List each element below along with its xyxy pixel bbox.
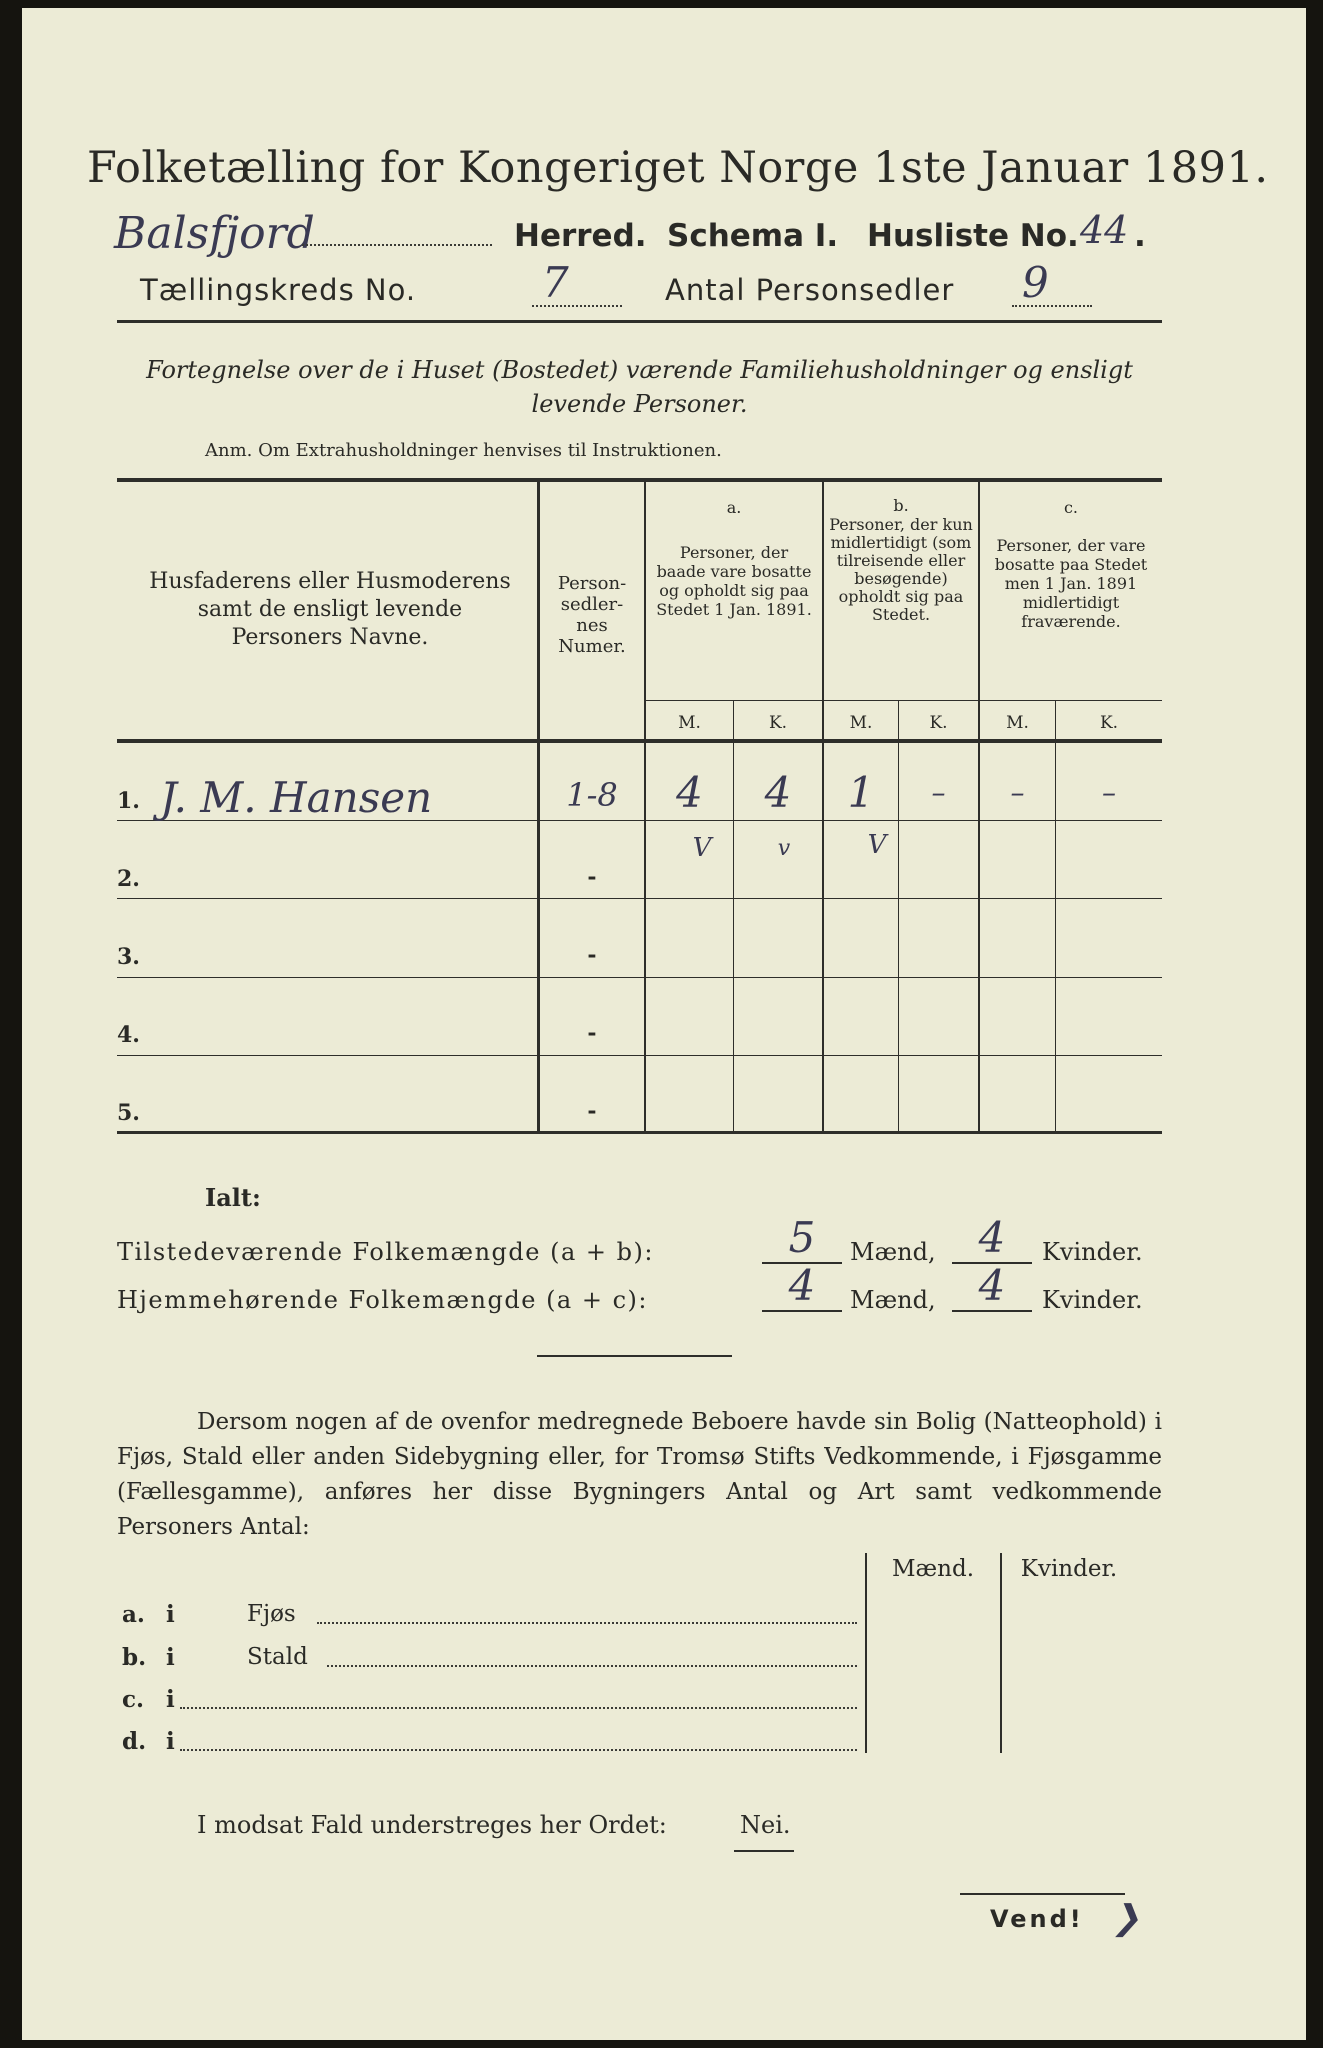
section-divider bbox=[537, 1355, 732, 1357]
vend-flourish: ❯ bbox=[1112, 1898, 1141, 1938]
header-c-m: M. bbox=[1006, 713, 1029, 733]
herred-value: Balsfjord bbox=[114, 208, 315, 259]
building-dots bbox=[180, 1707, 857, 1709]
form-title: Folketælling for Kongeriget Norge 1ste Januar 1891. bbox=[87, 143, 1269, 193]
row-number: 2. bbox=[117, 866, 140, 892]
row-num: - bbox=[587, 1098, 597, 1124]
building-dots bbox=[180, 1749, 857, 1751]
husliste-period: . bbox=[1134, 218, 1146, 254]
buildings-col-divider-1 bbox=[865, 1553, 867, 1753]
building-letter: a. bbox=[122, 1601, 145, 1628]
header-c: Personer, der vare bosatte paa Stedet men 1 Jan. 1891 midlertidigt fraværende. bbox=[994, 536, 1148, 631]
header-a-k: K. bbox=[768, 713, 788, 733]
nei-underline bbox=[734, 1850, 794, 1852]
row-num: - bbox=[587, 1020, 597, 1046]
husliste-label: Husliste No. bbox=[867, 218, 1079, 254]
tilstede-kvinder: 4 bbox=[978, 1213, 1006, 1262]
row-num: - bbox=[587, 942, 597, 968]
checkmark-a-m: V bbox=[692, 833, 712, 863]
header-rule bbox=[117, 320, 1162, 323]
row-rule-4 bbox=[117, 1055, 1162, 1056]
row-num: 1-8 bbox=[566, 776, 618, 814]
buildings-maend-header: Mænd. bbox=[891, 1556, 975, 1582]
header-c-k: K. bbox=[1099, 713, 1119, 733]
kreds-dots bbox=[532, 305, 622, 307]
fortegnelse-text: Fortegnelse over de i Huset (Bostedet) værende Familiehusholdninger og ensligt levende Personer. bbox=[146, 356, 1133, 418]
header-names: Husfaderens eller Husmoderens samt de ensligt levende Personers Navne. bbox=[149, 569, 511, 650]
husliste-value: 44 bbox=[1080, 208, 1129, 252]
tilstede-maend-label: Mænd, bbox=[850, 1238, 936, 1266]
checkmark-b-m: V bbox=[867, 830, 887, 860]
row-number: 3. bbox=[117, 944, 140, 970]
col-divider-a-mk bbox=[733, 701, 734, 1132]
row-number: 1. bbox=[117, 788, 140, 814]
row-b-k: – bbox=[931, 776, 946, 809]
nei-word: Nei. bbox=[740, 1811, 791, 1839]
personsedler-dots bbox=[1012, 305, 1092, 307]
herred-label: Herred. bbox=[514, 218, 647, 254]
row-rule-3 bbox=[117, 977, 1162, 978]
vend-rule bbox=[960, 1893, 1125, 1895]
hjemme-kvinder: 4 bbox=[978, 1261, 1006, 1310]
ialt-label: Ialt: bbox=[205, 1183, 261, 1212]
hjemme-kvinder-underline bbox=[952, 1310, 1032, 1312]
personsedler-value: 9 bbox=[1022, 258, 1049, 307]
building-dots bbox=[327, 1665, 857, 1667]
building-i: i bbox=[166, 1601, 175, 1628]
anm-text: Anm. Om Extrahusholdninger henvises til Instruktionen. bbox=[205, 440, 722, 461]
tilstede-label: Tilstedeværende Folkemængde (a + b): bbox=[117, 1238, 654, 1266]
building-i: i bbox=[166, 1644, 175, 1671]
row-rule-2 bbox=[117, 898, 1162, 899]
hjemme-maend: 4 bbox=[788, 1261, 816, 1310]
mk-subheader-rule bbox=[644, 700, 1162, 701]
building-dots bbox=[317, 1622, 857, 1624]
hjemme-label: Hjemmehørende Folkemængde (a + c): bbox=[117, 1286, 648, 1314]
row-c-m: – bbox=[1010, 776, 1025, 809]
row-number: 5. bbox=[117, 1100, 140, 1126]
header-b: Personer, der kun midlertidigt (som tilreisende eller besøgende) opholdt sig paa Stedet. bbox=[829, 515, 973, 624]
personsedler-label: Antal Personsedler bbox=[665, 273, 955, 307]
building-letter: b. bbox=[122, 1644, 147, 1671]
row-b-m: 1 bbox=[847, 768, 875, 817]
row-num: - bbox=[587, 864, 597, 890]
header-c-letter: c. bbox=[1063, 498, 1079, 517]
hjemme-kvinder-label: Kvinder. bbox=[1042, 1286, 1143, 1314]
hjemme-maend-label: Mænd, bbox=[850, 1286, 936, 1314]
tilstede-kvinder-label: Kvinder. bbox=[1042, 1238, 1143, 1266]
checkmark-a-k: v bbox=[777, 836, 791, 861]
header-num: Person-sedler-nes Numer. bbox=[557, 573, 627, 657]
kreds-value: 7 bbox=[542, 258, 569, 307]
buildings-paragraph: Dersom nogen af de ovenfor medregnede Beboere havde sin Bolig (Natteophold) i Fjøs, Stald eller anden Sidebygning eller, for Tromsø Stifts Vedkommende, i Fjøsgamme (Fællesgamme), anføres her disse Bygningers Antal og Art samt vedkommende Personers Antal: bbox=[117, 1409, 1162, 1540]
kreds-label: Tællingskreds No. bbox=[140, 273, 417, 307]
header-a-m: M. bbox=[678, 713, 701, 733]
building-i: i bbox=[166, 1728, 175, 1755]
col-divider-b-mk bbox=[898, 701, 899, 1132]
table-top-rule bbox=[117, 478, 1162, 482]
header-a-letter: a. bbox=[726, 498, 742, 517]
building-i: i bbox=[166, 1686, 175, 1713]
row-name: J. M. Hansen bbox=[160, 773, 433, 822]
hjemme-maend-underline bbox=[762, 1310, 842, 1312]
row-c-k: – bbox=[1102, 776, 1116, 809]
building-letter: d. bbox=[122, 1728, 147, 1755]
row-a-m: 4 bbox=[676, 768, 703, 817]
table-header-rule bbox=[117, 739, 1162, 743]
building-letter: c. bbox=[122, 1686, 145, 1713]
row-number: 4. bbox=[117, 1022, 140, 1048]
col-divider-c-mk bbox=[1055, 701, 1056, 1132]
tilstede-maend: 5 bbox=[788, 1213, 816, 1262]
header-b-letter: b. bbox=[893, 496, 909, 515]
table-bottom-rule bbox=[117, 1131, 1162, 1134]
row-a-k: 4 bbox=[764, 768, 792, 817]
buildings-col-divider-2 bbox=[1000, 1553, 1002, 1753]
census-form-sheet bbox=[22, 8, 1306, 2040]
buildings-kvinder-header: Kvinder. bbox=[1020, 1556, 1118, 1582]
building-label: Stald bbox=[247, 1644, 308, 1670]
header-a: Personer, der baade vare bosatte og opholdt sig paa Stedet 1 Jan. 1891. bbox=[656, 543, 812, 619]
herred-dots bbox=[302, 244, 492, 246]
header-b-k: K. bbox=[929, 713, 948, 733]
schema-label: Schema I. bbox=[667, 218, 839, 254]
modsat-text: I modsat Fald understreges her Ordet: bbox=[197, 1811, 667, 1839]
vend-label: Vend! bbox=[990, 1905, 1084, 1933]
header-b-m: M. bbox=[849, 713, 873, 733]
building-label: Fjøs bbox=[247, 1601, 296, 1627]
